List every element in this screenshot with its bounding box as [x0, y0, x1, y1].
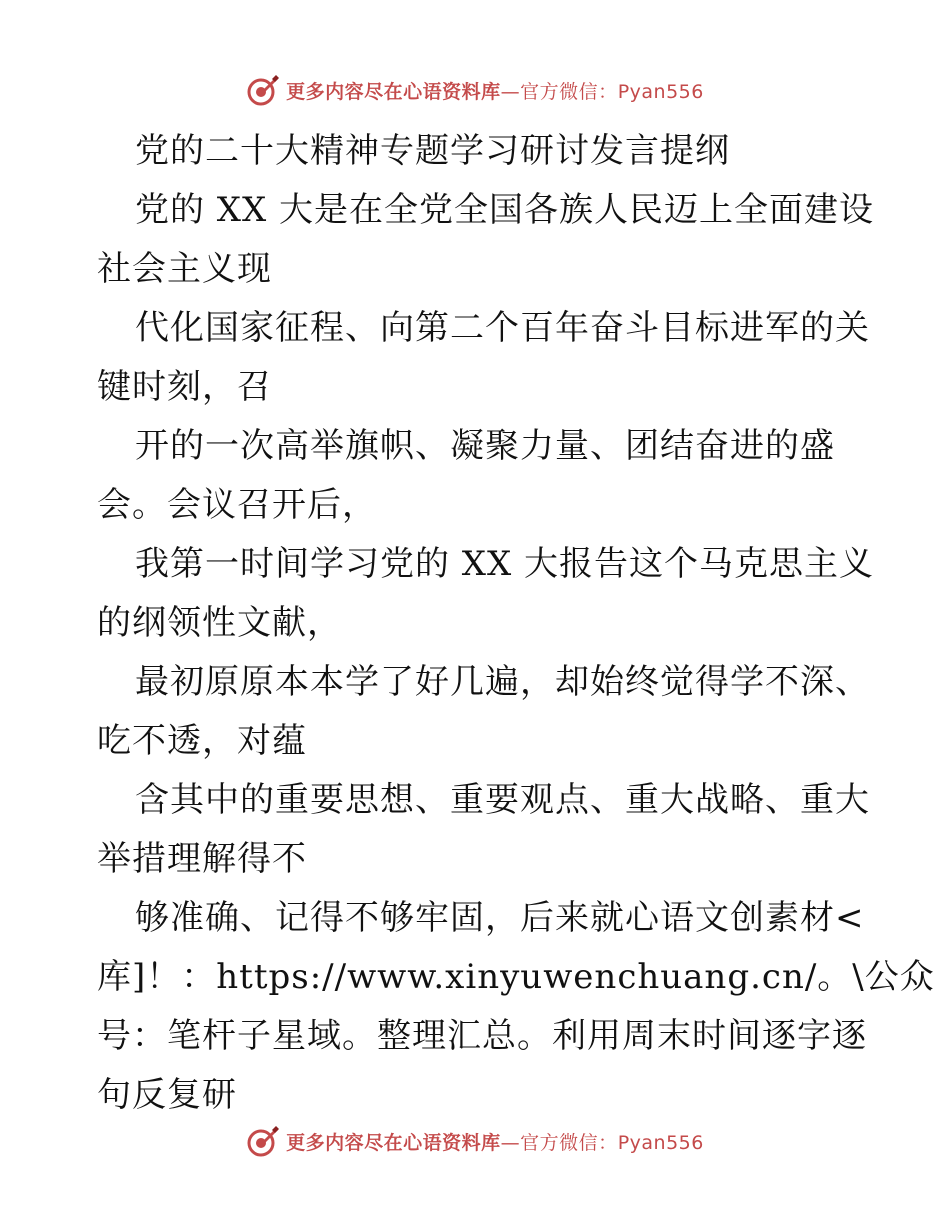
banner-title: 更多内容尽在心语资料库 — [286, 80, 501, 103]
document-body — [97, 122, 935, 1125]
banner-wechat-id: Pyan556 — [617, 1131, 704, 1154]
banner-wechat-label: 官方微信： — [520, 1131, 618, 1154]
text-line: 吃不透，对蕴 — [97, 721, 307, 761]
document-title: 党的二十大精神专题学习研讨发言提纲 — [135, 131, 730, 171]
text-line: 党的 XX 大是在全党全国各族人民迈上全面建设 — [135, 190, 875, 230]
pen-circle-logo-icon — [246, 73, 280, 107]
text-line: 开的一次高举旗帜、凝聚力量、团结奋进的盛 — [135, 426, 835, 466]
banner-separator: — — [500, 1131, 521, 1154]
text-line: 会。会议召开后， — [97, 485, 377, 525]
footer-banner — [0, 1121, 950, 1161]
text-line: 代化国家征程、向第二个百年奋斗目标进军的关 — [135, 308, 870, 348]
text-line: 够准确、记得不够牢固，后来就心语文创素材< — [135, 898, 865, 938]
banner-wechat-id: Pyan556 — [617, 80, 704, 103]
pen-circle-logo-icon — [246, 1124, 280, 1158]
banner-text — [286, 77, 704, 104]
text-line: 句反复研 — [97, 1075, 237, 1115]
text-line: 键时刻，召 — [97, 367, 272, 407]
text-line: 最初原原本本学了好几遍，却始终觉得学不深、 — [135, 662, 870, 702]
text-line: 的纲领性文献， — [97, 603, 342, 643]
text-line: 我第一时间学习党的 XX 大报告这个马克思主义 — [135, 544, 875, 584]
banner-wechat-label: 官方微信： — [520, 80, 618, 103]
text-line: 库]！：https://www.xinyuwenchuang.cn/。\公众 — [97, 957, 935, 997]
banner-separator: — — [500, 80, 521, 103]
text-line: 社会主义现 — [97, 249, 272, 289]
text-line: 含其中的重要思想、重要观点、重大战略、重大 — [135, 780, 870, 820]
text-line: 举措理解得不 — [97, 839, 307, 879]
banner-text — [286, 1128, 704, 1155]
banner-title: 更多内容尽在心语资料库 — [286, 1131, 501, 1154]
text-line: 号：笔杆子星域。整理汇总。利用周末时间逐字逐 — [97, 1016, 867, 1056]
header-banner — [0, 70, 950, 110]
